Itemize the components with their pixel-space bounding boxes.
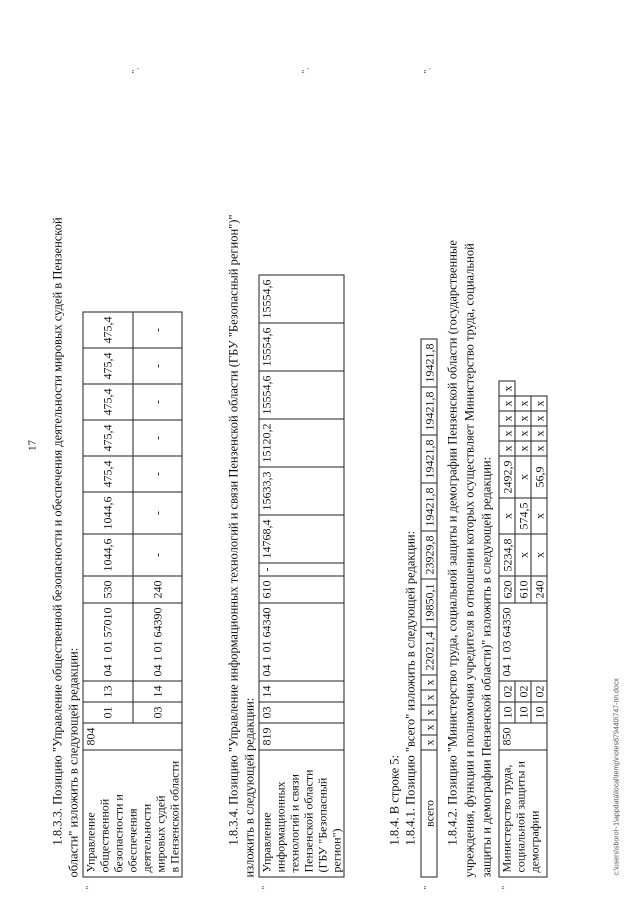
table-cell: 02 bbox=[499, 681, 515, 702]
table-cell: x bbox=[421, 690, 437, 705]
table-cell: x bbox=[531, 498, 547, 534]
table-cell: 1044,6 bbox=[83, 534, 133, 576]
name-line: Пензенской области bbox=[301, 769, 315, 872]
table-row bbox=[499, 381, 515, 877]
section-184-line2: 1.8.4.1. Позицию "всего" изложить в следующей редакции: bbox=[403, 530, 417, 845]
section-1842-line3: защиты и демографии Пензенской области)" изложить в следующей редакции: bbox=[479, 456, 493, 877]
open-quote-mark: " bbox=[84, 885, 94, 889]
table-cell: 15120,2 bbox=[259, 419, 344, 467]
table-cell: 02 bbox=[515, 681, 531, 702]
name-line: демографии bbox=[527, 810, 541, 872]
table-cell: 610 bbox=[259, 576, 344, 603]
table-cell: 19421,8 bbox=[421, 339, 437, 387]
table-1833 bbox=[82, 311, 182, 877]
table-cell: x bbox=[531, 426, 547, 441]
section-1842-line1: 1.8.4.2. Позицию "Министерство труда, социальной защиты и демографии Пензенской области (государственные bbox=[445, 239, 459, 845]
table-cell: 5234,8 bbox=[499, 534, 515, 576]
table-cell: 10 bbox=[499, 702, 515, 723]
table-1834 bbox=[258, 274, 344, 877]
row-name-cell bbox=[499, 750, 547, 877]
table-cell: 04 1 01 57010 bbox=[83, 603, 133, 681]
open-quote-mark: " bbox=[500, 885, 510, 889]
table-cell: x bbox=[499, 396, 515, 411]
name-line: мировых судей bbox=[153, 794, 167, 872]
table-cell: x bbox=[531, 396, 547, 411]
table-cell: 02 bbox=[531, 681, 547, 702]
table-cell: всего bbox=[421, 750, 437, 877]
name-line: (ГБУ "Безопасный bbox=[315, 777, 329, 872]
table-cell: - bbox=[132, 348, 182, 384]
table-cell: x bbox=[421, 705, 437, 720]
table-cell: - bbox=[132, 420, 182, 456]
footer-file-path: c:\users\sborol~1\appdata\local\temp\notes879440\747-пп.docx bbox=[613, 677, 620, 875]
row-name-cell bbox=[259, 750, 344, 877]
table-cell: 475,4 bbox=[83, 456, 133, 492]
table-cell: x bbox=[499, 441, 515, 456]
name-line: технологий и связи bbox=[287, 773, 301, 872]
table-cell: 03 bbox=[132, 702, 182, 723]
section-184-line1: 1.8.4. В строке 5: bbox=[387, 754, 401, 845]
table-cell: 14 bbox=[132, 681, 182, 702]
table-cell: 610 bbox=[515, 576, 531, 603]
table-cell: 56,9 bbox=[531, 456, 547, 498]
table-184 bbox=[420, 338, 437, 877]
section-1834-intro-line2: изложить в следующей редакции: bbox=[242, 697, 256, 877]
table-cell: 19421,8 bbox=[421, 435, 437, 483]
table-cell: 475,4 bbox=[83, 312, 133, 348]
table-cell: 19421,8 bbox=[421, 387, 437, 435]
section-1833-intro-line1: 1.8.3.3. Позицию "Управление общественной безопасности и обеспечения деятельности мировых судей в Пензенской bbox=[50, 216, 64, 845]
table-cell: 804 bbox=[83, 723, 182, 750]
name-line: регион") bbox=[329, 828, 343, 872]
name-line: деятельности bbox=[139, 803, 153, 872]
section-1833-intro-line2: области" изложить в следующей редакции: bbox=[66, 647, 80, 877]
page-number: 17 bbox=[26, 439, 38, 451]
table-cell: 04 1 01 64390 bbox=[132, 603, 182, 681]
table-cell: x bbox=[515, 456, 531, 498]
table-cell: 15554,6 bbox=[259, 275, 344, 323]
name-line: безопасности и bbox=[111, 793, 125, 872]
table-cell: 15633,3 bbox=[259, 467, 344, 515]
table-cell: 22021,4 bbox=[421, 627, 437, 675]
table-cell: 574,5 bbox=[515, 498, 531, 534]
name-line: Управление bbox=[259, 811, 273, 872]
name-line: общественной bbox=[97, 798, 111, 872]
table-cell: x bbox=[421, 675, 437, 690]
table-cell: 23929,8 bbox=[421, 531, 437, 579]
table-cell: x bbox=[499, 426, 515, 441]
table-cell: x bbox=[515, 426, 531, 441]
table-cell: 620 bbox=[499, 576, 515, 603]
table-row bbox=[83, 312, 133, 877]
close-quote-mark: ". bbox=[130, 67, 140, 73]
table-cell: - bbox=[132, 456, 182, 492]
table-cell: x bbox=[531, 534, 547, 576]
table-cell: 475,4 bbox=[83, 384, 133, 420]
table-row bbox=[421, 339, 437, 877]
table-cell: x bbox=[421, 735, 437, 750]
open-quote-mark: " bbox=[422, 885, 432, 889]
table-cell: 13 bbox=[83, 681, 133, 702]
table-cell: x bbox=[515, 441, 531, 456]
name-line: социальной защиты и bbox=[513, 760, 527, 872]
table-cell: x bbox=[499, 498, 515, 534]
table-cell: - bbox=[132, 384, 182, 420]
table-cell: 03 bbox=[259, 702, 344, 723]
close-quote-mark: ". bbox=[422, 67, 432, 73]
table-cell: 10 bbox=[515, 702, 531, 723]
close-quote-mark: ". bbox=[300, 67, 310, 73]
table-cell: 15554,6 bbox=[259, 371, 344, 419]
table-cell: x bbox=[421, 720, 437, 735]
table-row bbox=[259, 275, 344, 877]
table-cell: x bbox=[515, 411, 531, 426]
table-cell: 819 bbox=[259, 723, 344, 750]
table-cell: 850 bbox=[499, 723, 547, 750]
table-cell: - bbox=[132, 492, 182, 534]
table-cell: 19421,8 bbox=[421, 483, 437, 531]
table-cell: 01 bbox=[83, 702, 133, 723]
table-cell: 240 bbox=[531, 576, 547, 603]
row-name-cell bbox=[83, 750, 182, 877]
table-cell: - bbox=[259, 563, 344, 576]
open-quote-mark: " bbox=[260, 885, 270, 889]
table-cell: 14768,4 bbox=[259, 515, 344, 563]
table-1842 bbox=[498, 380, 547, 877]
table-cell: x bbox=[531, 411, 547, 426]
table-cell: 04 1 03 64350 bbox=[499, 603, 547, 681]
table-cell: 19850,1 bbox=[421, 579, 437, 627]
table-cell: x bbox=[499, 411, 515, 426]
table-cell: 475,4 bbox=[83, 420, 133, 456]
section-1834-intro-line1: 1.8.3.4. Позицию "Управление информационных технологий и связи Пензенской области (ГБУ "Безопасный регион")" bbox=[226, 213, 240, 845]
table-cell: 10 bbox=[531, 702, 547, 723]
table-cell: 15554,6 bbox=[259, 323, 344, 371]
name-line: обеспечения bbox=[125, 807, 139, 872]
table-cell: 2492,9 bbox=[499, 456, 515, 498]
table-cell: 04 1 01 64340 bbox=[259, 603, 344, 681]
section-1842-line2: учреждения, функции и полномочия учредителя в отношении которых осуществляет Министерство труда, социальной bbox=[462, 242, 476, 877]
table-cell: 14 bbox=[259, 681, 344, 702]
table-cell: 475,4 bbox=[83, 348, 133, 384]
table-cell: 240 bbox=[132, 576, 182, 603]
name-line: в Пензенской области bbox=[167, 760, 181, 872]
table-cell: x bbox=[499, 381, 515, 396]
table-cell: 530 bbox=[83, 576, 133, 603]
name-line: Управление bbox=[83, 811, 97, 872]
table-cell: x bbox=[515, 534, 531, 576]
table-cell: x bbox=[515, 396, 531, 411]
name-line: информационных bbox=[273, 780, 287, 872]
table-cell: x bbox=[531, 441, 547, 456]
table-cell: - bbox=[132, 534, 182, 576]
table-cell: 1044,6 bbox=[83, 492, 133, 534]
name-line: Министерство труда, bbox=[499, 764, 513, 872]
table-cell: - bbox=[132, 312, 182, 348]
